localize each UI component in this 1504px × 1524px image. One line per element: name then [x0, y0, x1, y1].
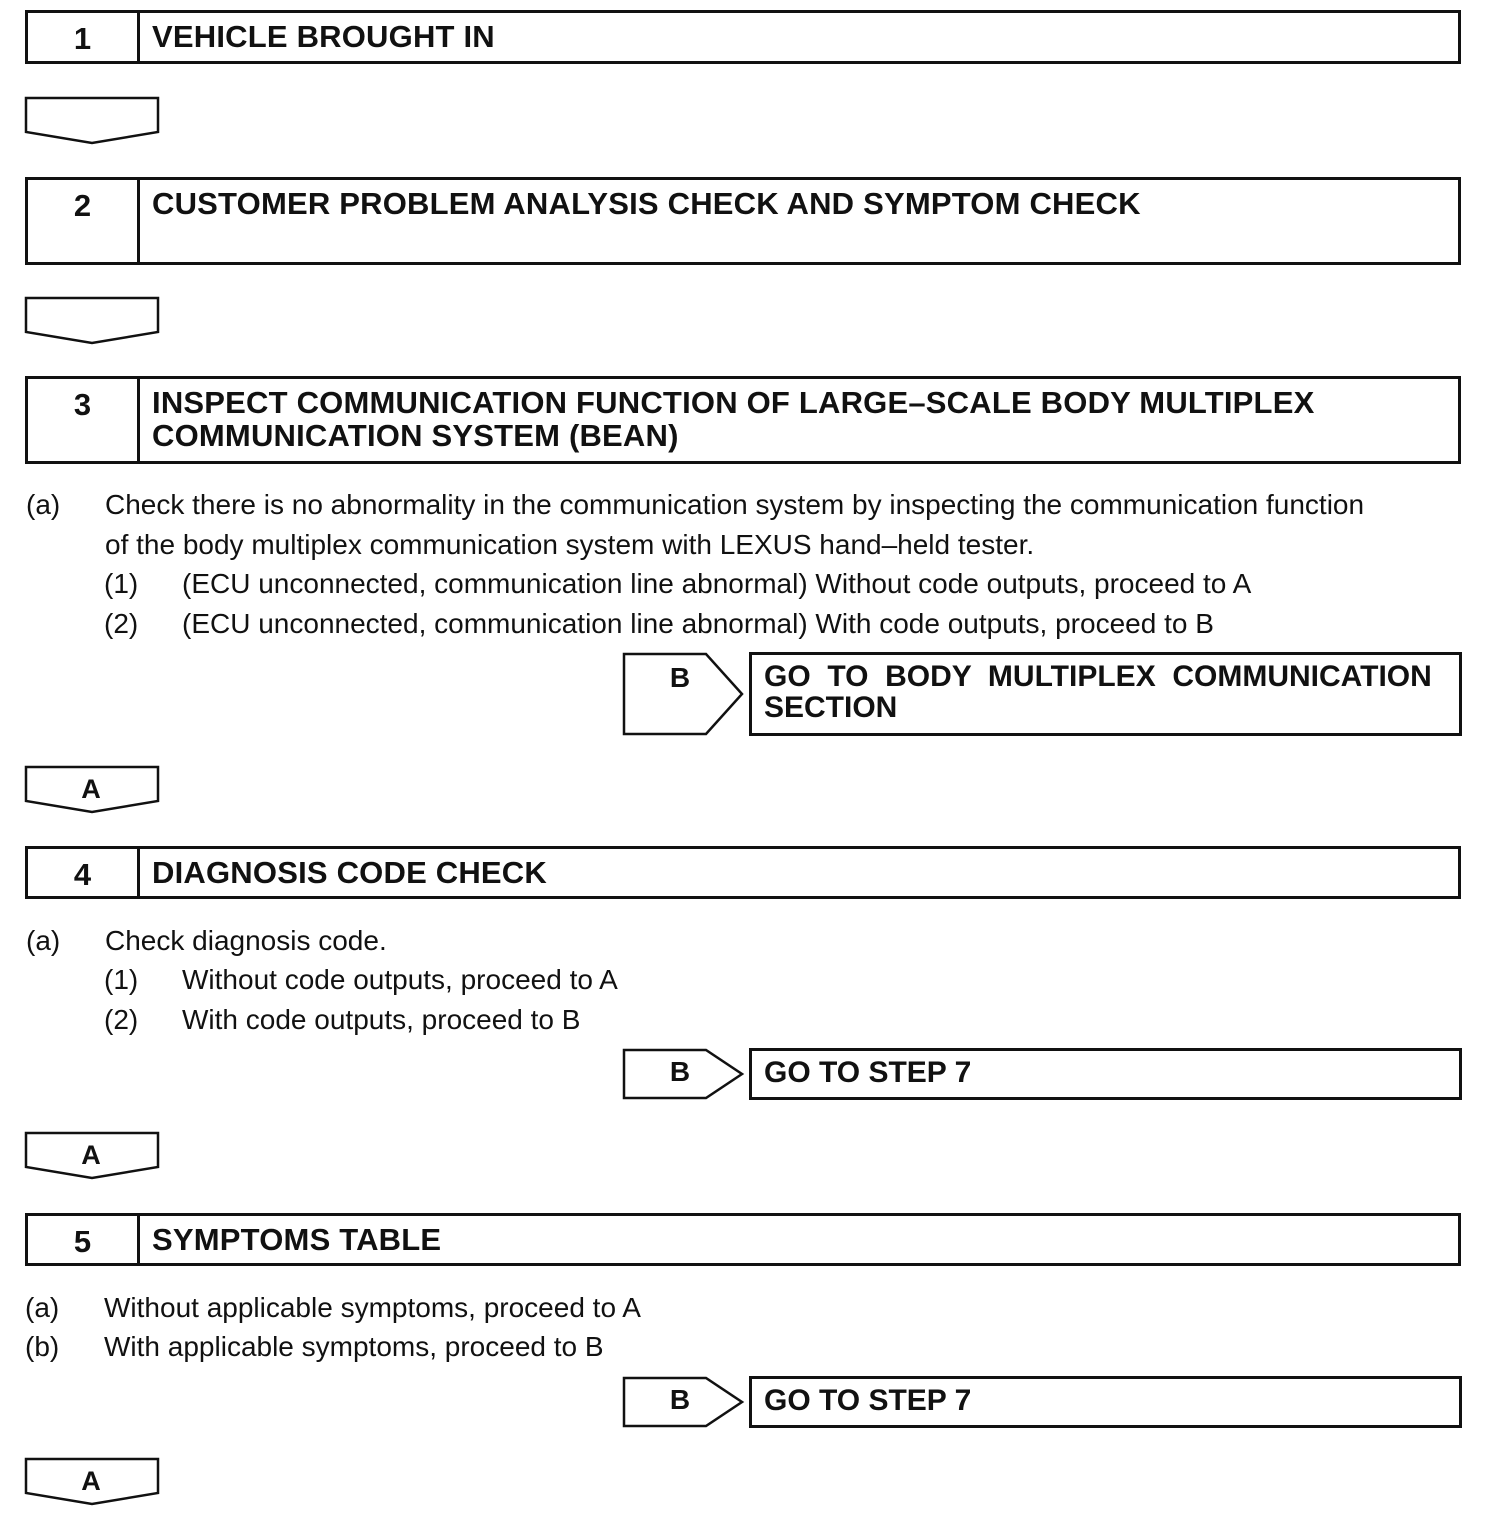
step-number: 4: [28, 849, 140, 896]
step-title: VEHICLE BROUGHT IN: [152, 19, 495, 54]
step-4-header: [25, 846, 1461, 899]
branch-target-line: SECTION: [764, 691, 898, 724]
item-text: Without applicable symptoms, proceed to A: [104, 1292, 641, 1323]
branch-tag-label: B: [669, 1384, 691, 1415]
subitem-text: Without code outputs, proceed to A: [182, 964, 618, 995]
instruction-continuation: [105, 529, 1034, 561]
branch-tag-label: B: [669, 1056, 691, 1087]
flow-arrow-shape: [24, 296, 162, 346]
flow-arrow-a: [24, 765, 162, 815]
flow-arrow-label: A: [81, 774, 101, 804]
branch-b: [622, 1048, 1462, 1100]
flow-arrow-label: A: [81, 1140, 101, 1170]
item-text: of the body multiplex communication system with LEXUS hand–held tester.: [105, 529, 1035, 560]
branch-target-box: [749, 652, 1462, 736]
step-title: CUSTOMER PROBLEM ANALYSIS CHECK AND SYMPTOM CHECK: [152, 186, 1141, 221]
step-number: 5: [28, 1216, 140, 1263]
branch-target-box: [749, 1376, 1462, 1428]
branch-target-box: [749, 1048, 1462, 1100]
item-text: Check diagnosis code.: [105, 925, 387, 956]
step-title: SYMPTOMS TABLE: [152, 1222, 442, 1257]
subitem-label: (2): [104, 1004, 139, 1035]
step-number: 3: [28, 379, 140, 461]
subitem-label: (1): [104, 568, 139, 599]
step-number: 2: [28, 180, 140, 262]
step-number: 1: [28, 13, 140, 61]
flow-arrow-a: [24, 1457, 162, 1507]
item-text: With applicable symptoms, proceed to B: [104, 1331, 604, 1362]
flow-arrow: [24, 296, 162, 346]
branch-target-line: GO TO BODY MULTIPLEX COMMUNICATION: [764, 660, 1432, 693]
item-label: (a): [25, 1292, 60, 1323]
step-title: DIAGNOSIS CODE CHECK: [152, 855, 547, 890]
step-1-header: [25, 10, 1461, 64]
subitem-text: With code outputs, proceed to B: [182, 1004, 581, 1035]
branch-target-text: GO TO STEP 7: [764, 1056, 972, 1089]
step-title-line: INSPECT COMMUNICATION FUNCTION OF LARGE–SCALE BODY MULTIPLEX: [152, 385, 1315, 420]
subitem-label: (2): [104, 608, 139, 639]
subitem-text: (ECU unconnected, communication line abnormal) With code outputs, proceed to B: [182, 608, 1214, 639]
step-title-line: COMMUNICATION SYSTEM (BEAN): [152, 418, 679, 453]
branch-b: [622, 1376, 1462, 1428]
branch-target-text: GO TO STEP 7: [764, 1384, 972, 1417]
flow-arrow: [24, 96, 162, 146]
item-label: (a): [26, 489, 61, 520]
step-3-header: [25, 376, 1461, 464]
branch-tag-label: B: [669, 662, 691, 693]
item-text: Check there is no abnormality in the communication system by inspecting the communication function: [105, 489, 1365, 520]
flow-arrow-shape: [24, 96, 162, 146]
item-label: (b): [25, 1331, 60, 1362]
subitem-label: (1): [104, 964, 139, 995]
step-5-header: [25, 1213, 1461, 1266]
flow-arrow-label: A: [81, 1466, 101, 1496]
item-label: (a): [26, 925, 61, 956]
step-title: [140, 379, 1458, 461]
flow-arrow-a: [24, 1131, 162, 1181]
branch-b: [622, 652, 1462, 736]
step-2-header: [25, 177, 1461, 265]
subitem-text: (ECU unconnected, communication line abnormal) Without code outputs, proceed to A: [182, 568, 1252, 599]
